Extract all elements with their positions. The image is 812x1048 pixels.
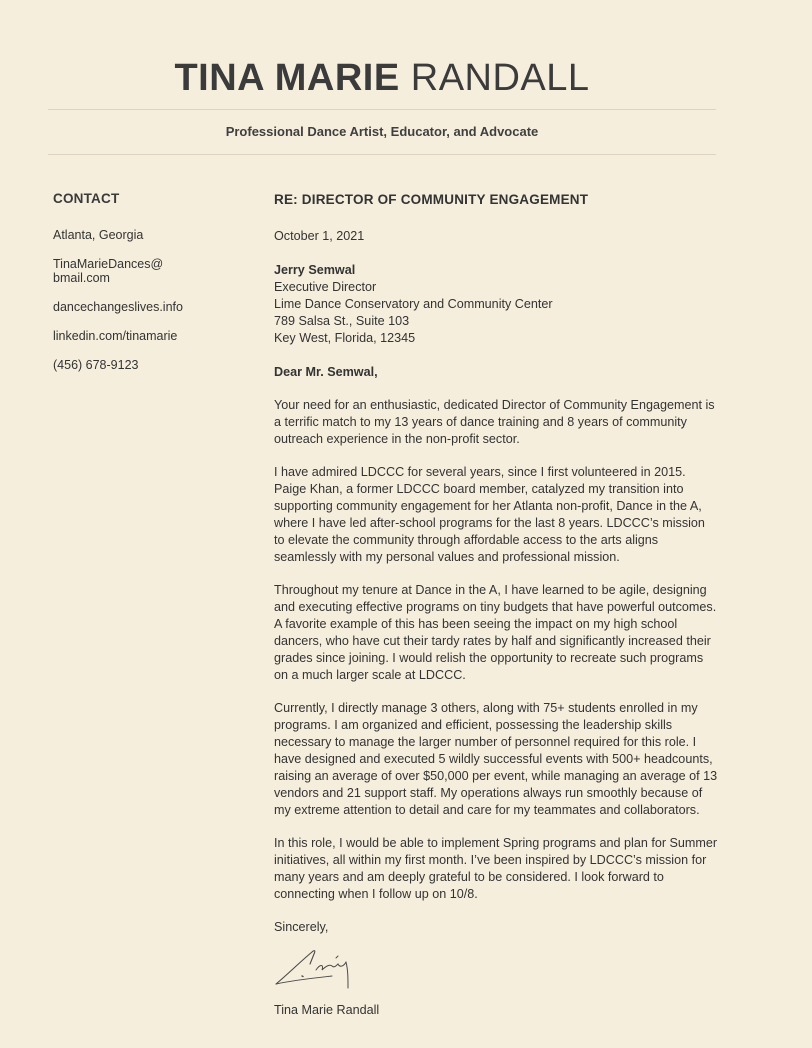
recipient-title: Executive Director [274,280,377,294]
recipient-name: Jerry Semwal [274,263,356,277]
applicant-first-name: TINA MARIE [174,57,400,99]
letter-subject: RE: DIRECTOR OF COMMUNITY ENGAGEMENT [274,192,589,207]
header-divider-bottom [48,154,716,155]
letter-paragraph: Throughout my tenure at Dance in the A, I have learned to be agile, designing and executing effective programs on tiny budgets that have powerful outcomes. A favorite example of this has been seeing the impact on my high school dancers, who have cut their tardy rates by half and significantly increased their grades since joining. I would relish the opportunity to recreate such programs on a much larger scale at LDCCC. [274,583,717,682]
contact-email[interactable] [53,257,243,285]
contact-phone: (456) 678-9123 [53,358,139,372]
contact-email-line2: bmail.com [53,271,110,285]
contact-location: Atlanta, Georgia [53,228,144,242]
contact-sidebar [53,191,243,387]
applicant-tagline: Professional Dance Artist, Educator, and Advocate [225,124,539,139]
handwritten-signature [274,940,364,992]
letter-salutation: Dear Mr. Semwal, [274,365,378,379]
contact-linkedin[interactable]: linkedin.com/tinamarie [53,329,178,343]
applicant-name [48,56,716,100]
recipient-address-line2: Key West, Florida, 12345 [274,331,416,345]
contact-heading: CONTACT [53,191,120,206]
letter-paragraph: I have admired LDCCC for several years, since I first volunteered in 2015. Paige Khan, a former LDCCC board member, catalyzed my transition into supporting community engagement for her Atlanta non-profit, Dance in the A, where I have led after-school programs for the last 8 years. LDCCC’s mission to elevate the community through affordable access to the arts aligns seamlessly with my personal values and professional mission. [274,465,705,564]
letter-signer-name: Tina Marie Randall [274,1003,380,1017]
letter-paragraph: Your need for an enthusiastic, dedicated Director of Community Engagement is a terrific match to my 13 years of dance training and 8 years of community outreach experience in the non-profit sector. [274,398,715,446]
letter-paragraph: Currently, I directly manage 3 others, along with 75+ students enrolled in my programs. I am organized and efficient, possessing the leadership skills necessary to manage the larger number of personnel required for this role. I have designed and executed 5 wildly successful events with 500+ headcounts, raising an average of over $50,000 per event, while managing an average of 13 vendors and 21 support staff. My operations always run smoothly because of my extreme attention to detail and care for my teammates and collaborators. [274,701,718,817]
contact-email-line1: TinaMarieDances@ [53,257,164,271]
cover-letter-body [274,191,718,1019]
recipient-address-line1: 789 Salsa St., Suite 103 [274,314,410,328]
letter-date: October 1, 2021 [274,229,365,243]
recipient-organization: Lime Dance Conservatory and Community Center [274,297,553,311]
contact-website[interactable]: dancechangeslives.info [53,300,183,314]
recipient-block [274,262,718,347]
letter-paragraph: In this role, I would be able to implement Spring programs and plan for Summer initiatives, all within my first month. I’ve been inspired by LDCCC’s mission for many years and am deeply grateful to be considered. I look forward to connecting when I follow up on 10/8. [274,836,718,901]
header-divider-top [48,109,716,110]
letter-closing: Sincerely, [274,920,329,934]
applicant-last-name: RANDALL [410,57,590,99]
